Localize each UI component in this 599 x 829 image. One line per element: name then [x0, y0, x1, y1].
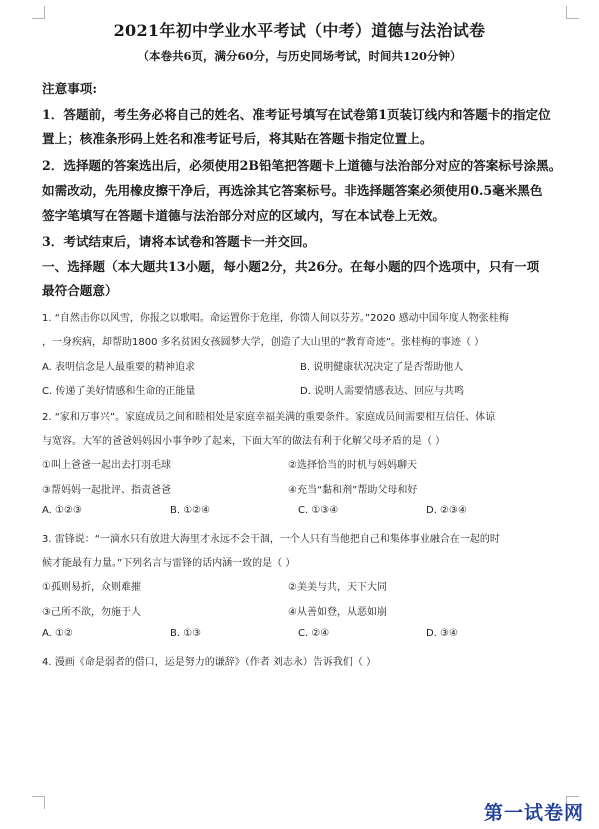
question-2-option-c: C. ①③④ [298, 505, 339, 516]
notice-line: 3．考试结束后，请将本试卷和答题卡一并交回。 [42, 234, 316, 249]
question-2-text: 2. “家和万事兴”。家庭成员之间和睦相处是家庭幸福美满的重要条件。家庭成员间需要相互信任、体谅 [42, 412, 496, 423]
question-2-item-1: ①叫上爸爸一起出去打羽毛球 [42, 460, 171, 471]
question-2-item-4: ④充当“黏和剂”帮助父母和好 [288, 485, 418, 496]
question-3-option-a: A. ①② [42, 628, 73, 639]
notice-line: 签字笔填写在答题卡道德与法治部分对应的区域内，写在本试卷上无效。 [42, 208, 445, 223]
section-heading-cont: 最符合题意） [42, 283, 118, 298]
question-3-text: 3. 雷锋说：“一滴水只有放进大海里才永远不会干涸，一个人只有当他把自己和集体事业融合在一起的时 [42, 534, 500, 545]
question-2-item-3: ③帮妈妈一起批评、指责爸爸 [42, 485, 171, 496]
question-2-option-a: A. ①②③ [42, 505, 82, 516]
notice-line: 如需改动，先用橡皮擦干净后，再选涂其它答案标号。非选择题答案必须使用0.5毫米黑色 [42, 183, 543, 198]
question-1-text-cont: ，一身疾病，却帮助1800 多名贫困女孩圆梦大学，创造了大山里的“教育奇迹”。张桂梅的事迹（ ） [42, 337, 485, 348]
question-1-option-c: C. 传递了美好情感和生命的正能量 [42, 386, 196, 397]
question-1-option-a: A. 表明信念是人最重要的精神追求 [42, 362, 196, 373]
exam-subtitle: （本卷共6页，满分60分，与历史同场考试，时间共120分钟） [137, 49, 462, 63]
section-heading: 一、选择题（本大题共13小题，每小题2分，共26分。在每小题的四个选项中，只有一项 [42, 259, 540, 274]
notice-line: 2．选择题的答案选出后，必须使用2B铅笔把答题卡上道德与法治部分对应的答案标号涂黑。 [42, 158, 562, 173]
question-3-item-4: ④从善如登，从恶如崩 [288, 607, 387, 618]
question-2-option-b: B. ①②④ [170, 505, 211, 516]
question-1-option-b: B. 说明健康状况决定了是否帮助他人 [300, 362, 464, 373]
question-3-item-2: ②美美与共，天下大同 [288, 582, 387, 593]
question-3-option-c: C. ②④ [298, 628, 330, 639]
crop-mark-bottom-left [32, 796, 45, 809]
question-3-option-d: D. ③④ [426, 628, 458, 639]
question-2-option-d: D. ②③④ [426, 505, 467, 516]
site-watermark: 第一试卷网 [484, 802, 585, 824]
notice-heading: 注意事项: [42, 81, 98, 96]
question-2-item-2: ②选择恰当的时机与妈妈聊天 [288, 460, 417, 471]
notice-line: 1．答题前，考生务必将自己的姓名、准考证号填写在试卷第1页装订线内和答题卡的指定位 [42, 107, 551, 122]
question-3-option-b: B. ①③ [170, 628, 202, 639]
question-1-option-d: D. 说明人需要情感表达、回应与共鸣 [300, 386, 465, 397]
notice-line: 置上；核准条形码上姓名和准考证号后，将其贴在答题卡指定位置上。 [42, 131, 433, 146]
question-4-text: 4. 漫画《命是弱者的借口，运是努力的谦辞》（作者 刘志永）告诉我们（ ） [42, 657, 377, 668]
question-3-item-3: ③己所不欲，勿施于人 [42, 607, 141, 618]
question-3-text-cont: 候才能最有力量。”下列名言与雷锋的话内涵一致的是（ ） [42, 558, 296, 569]
exam-title: 2021年初中学业水平考试（中考）道德与法治试卷 [113, 21, 486, 40]
question-3-item-1: ①孤则易折，众则难摧 [42, 582, 141, 593]
question-2-text-cont: 与宽容。大军的爸爸妈妈因小事争吵了起来，下面大军的做法有利于化解父母矛盾的是（ ） [42, 436, 446, 447]
question-1-text: 1. “自然击你以风雪，你报之以歌唱。命运置你于危崖，你馈人间以芬芳。”2020 感动中国年度人物张桂梅 [42, 313, 509, 324]
